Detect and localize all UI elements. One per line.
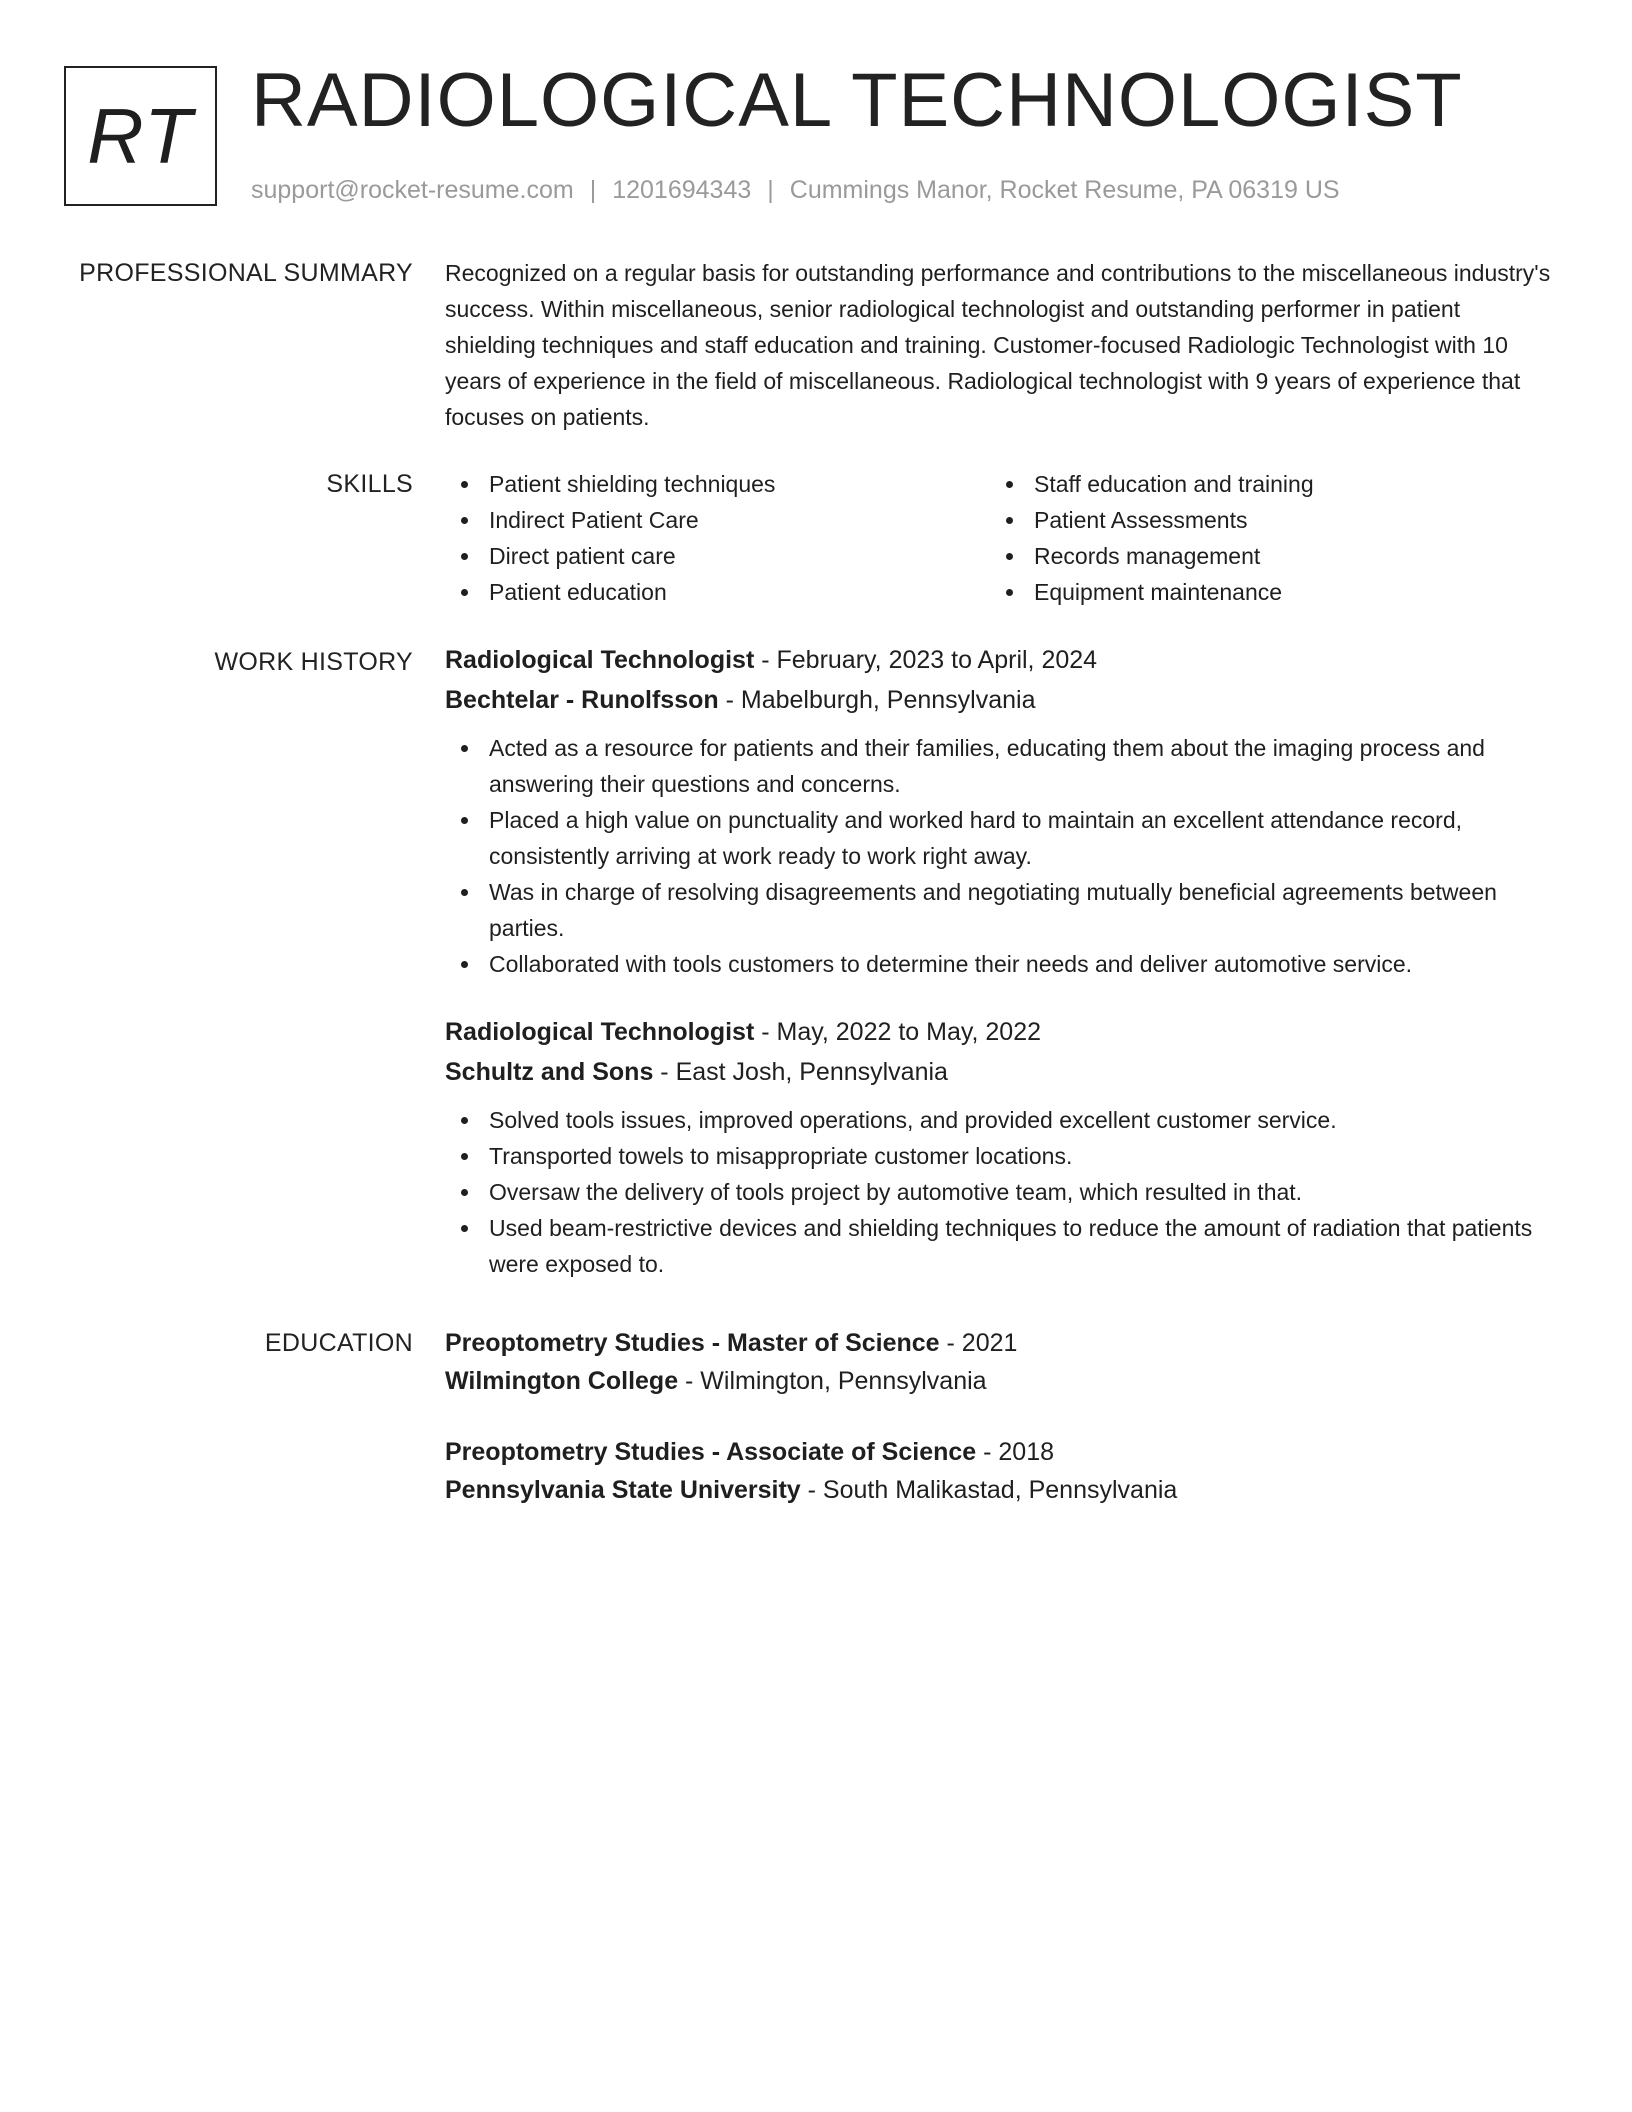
job-entry bbox=[445, 1012, 1555, 1282]
education-location: - South Malikastad, Pennsylvania bbox=[800, 1476, 1178, 1504]
resume-title: RADIOLOGICAL TECHNOLOGIST bbox=[251, 58, 1463, 143]
education-degree: Preoptometry Studies - Master of Science bbox=[445, 1329, 940, 1357]
skills-body bbox=[445, 466, 1555, 610]
education-year: - 2021 bbox=[939, 1329, 1018, 1357]
contact-address: Cummings Manor, Rocket Resume, PA 06319 US bbox=[789, 176, 1340, 204]
job-company-line bbox=[445, 680, 1555, 720]
contact-line bbox=[251, 174, 1340, 206]
skills-column-right bbox=[990, 466, 1535, 610]
skill-item: Equipment maintenance bbox=[990, 574, 1535, 610]
education-degree-line bbox=[445, 1324, 1555, 1362]
job-dates: - May, 2022 to May, 2022 bbox=[754, 1018, 1041, 1046]
skill-item: Patient Assessments bbox=[990, 502, 1535, 538]
summary-text: Recognized on a regular basis for outstanding performance and contributions to the miscellaneous industry's success. Within miscellaneous, senior radiological technologist and outstanding performer in patient shielding techniques and staff education and training. Customer-focused Radiologic Technologist with 10 years of experience in the field of miscellaneous. Radiological technologist with 9 years of experience that focuses on patients. bbox=[445, 260, 1551, 430]
contact-separator: | bbox=[589, 176, 597, 204]
skill-item: Patient education bbox=[445, 574, 990, 610]
job-bullet: Transported towels to misappropriate customer locations. bbox=[445, 1138, 1555, 1174]
job-location: - East Josh, Pennsylvania bbox=[653, 1058, 948, 1086]
section-heading-education: EDUCATION bbox=[264, 1329, 413, 1357]
skill-item: Direct patient care bbox=[445, 538, 990, 574]
education-location: - Wilmington, Pennsylvania bbox=[678, 1367, 987, 1395]
job-bullets bbox=[445, 1102, 1555, 1282]
contact-phone[interactable]: 1201694343 bbox=[612, 176, 752, 204]
job-bullet: Collaborated with tools customers to determine their needs and deliver automotive service. bbox=[445, 946, 1555, 982]
job-bullet: Solved tools issues, improved operations, and provided excellent customer service. bbox=[445, 1102, 1555, 1138]
education-degree: Preoptometry Studies - Associate of Science bbox=[445, 1438, 977, 1466]
job-dates: - February, 2023 to April, 2024 bbox=[754, 646, 1098, 674]
education-entry bbox=[445, 1433, 1555, 1509]
job-bullets bbox=[445, 730, 1555, 982]
skill-item: Staff education and training bbox=[990, 466, 1535, 502]
job-title: Radiological Technologist bbox=[445, 646, 755, 674]
job-location: - Mabelburgh, Pennsylvania bbox=[718, 686, 1036, 714]
skill-item: Records management bbox=[990, 538, 1535, 574]
education-body bbox=[445, 1324, 1555, 1509]
section-heading-skills: SKILLS bbox=[326, 470, 413, 498]
skills-column-left bbox=[445, 466, 990, 610]
job-bullet: Oversaw the delivery of tools project by automotive team, which resulted in that. bbox=[445, 1174, 1555, 1210]
job-company: Schultz and Sons bbox=[445, 1058, 654, 1086]
job-bullet: Acted as a resource for patients and their families, educating them about the imaging process and answering their questions and concerns. bbox=[445, 730, 1555, 802]
job-company-line bbox=[445, 1052, 1555, 1092]
education-degree-line bbox=[445, 1433, 1555, 1471]
job-title-line bbox=[445, 640, 1555, 680]
skill-item: Patient shielding techniques bbox=[445, 466, 990, 502]
education-school-line bbox=[445, 1362, 1555, 1400]
section-heading-work: WORK HISTORY bbox=[214, 648, 413, 676]
work-history-body bbox=[445, 640, 1555, 1282]
education-entry bbox=[445, 1324, 1555, 1400]
education-year: - 2018 bbox=[976, 1438, 1055, 1466]
skills-grid bbox=[445, 466, 1555, 610]
skill-item: Indirect Patient Care bbox=[445, 502, 990, 538]
education-school-line bbox=[445, 1471, 1555, 1509]
education-school: Wilmington College bbox=[445, 1367, 679, 1395]
job-bullet: Placed a high value on punctuality and worked hard to maintain an excellent attendance record, consistently arriving at work ready to work right away. bbox=[445, 802, 1555, 874]
education-school: Pennsylvania State University bbox=[445, 1476, 801, 1504]
contact-separator: | bbox=[767, 176, 774, 204]
job-title-line bbox=[445, 1012, 1555, 1052]
job-bullet: Used beam-restrictive devices and shielding techniques to reduce the amount of radiation that patients were exposed to. bbox=[445, 1210, 1555, 1282]
monogram-logo: RT bbox=[64, 66, 217, 206]
contact-email[interactable]: support@rocket-resume.com bbox=[251, 176, 574, 204]
job-title: Radiological Technologist bbox=[445, 1018, 755, 1046]
job-entry bbox=[445, 640, 1555, 982]
job-company: Bechtelar - Runolfsson bbox=[445, 686, 719, 714]
section-heading-summary: PROFESSIONAL SUMMARY bbox=[79, 259, 413, 287]
summary-body bbox=[445, 255, 1555, 435]
job-bullet: Was in charge of resolving disagreements and negotiating mutually beneficial agreements between parties. bbox=[445, 874, 1555, 946]
